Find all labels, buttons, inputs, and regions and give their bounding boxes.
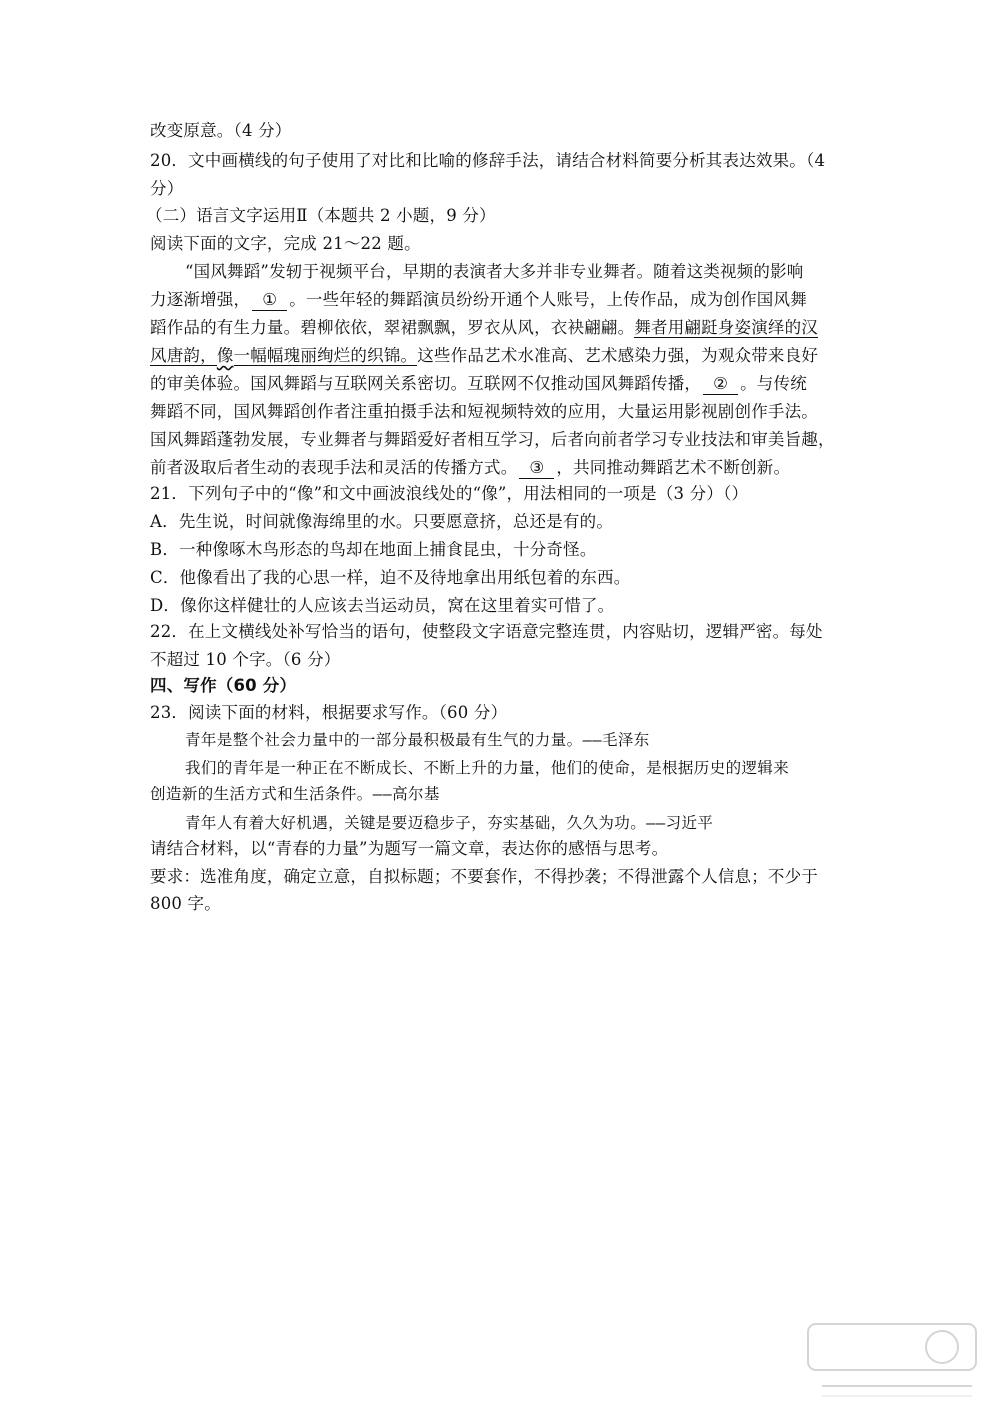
quote-xi: 青年人有着大好机遇，关键是要迈稳步子，夯实基础，久久为功。——习近平 [185,814,714,832]
passage-line-2 [150,287,807,313]
passage-text: ，共同推动舞蹈艺术不断创新。 [556,458,791,477]
underlined-sentence: 风唐韵， [150,346,217,365]
section2-instruction: 阅读下面的文字，完成 21～22 题。 [150,234,421,253]
q22-line1: 22．在上文横线处补写恰当的语句，使整段文字语意完整连贯，内容贴切，逻辑严密。每处 [150,622,823,641]
q23-requirement-1: 要求：选准角度，确定立意，自拟标题；不要套作，不得抄袭；不得泄露个人信息；不少于 [150,867,818,886]
passage-text: 这些作品艺术水准高、艺术感染力强，为观众带来良好 [417,346,819,365]
q23-requirement-2: 800 字。 [150,894,221,913]
section4-title: 四、写作（60 分） [150,676,297,695]
q21-stem: 21．下列句子中的“像”和文中画波浪线处的“像”，用法相同的一项是（3 分）（） [150,484,749,503]
underlined-sentence: 舞者用翩跹身姿演绎的汉 [634,318,819,337]
passage-text: 。一些年轻的舞蹈演员纷纷开通个人账号，上传作品，成为创作国风舞 [289,290,807,309]
quote-mao: 青年是整个社会力量中的一部分最积极最有生气的力量。——毛泽东 [185,731,650,749]
section2-title: （二）语言文字运用Ⅱ（本题共 2 小题，9 分） [146,206,496,225]
passage-line-6: 舞蹈不同，国风舞蹈创作者注重拍摄手法和短视频特效的应用，大量运用影视剧创作手法。 [150,402,818,421]
q21-option-d: D．像你这样健壮的人应该去当运动员，窝在这里着实可惜了。 [150,596,615,615]
q21-option-b: B．一种像啄木鸟形态的鸟却在地面上捕食昆虫，十分奇怪。 [150,540,597,559]
underlined-sentence: 一幅幅瑰丽绚烂的织锦。 [233,346,418,365]
wavy-underlined-word: 像 [216,346,234,365]
passage-line-1: “国风舞蹈”发轫于视频平台，早期的表演者大多并非专业舞者。随着这类视频的影响 [185,262,804,281]
quote-gorky-2: 创造新的生活方式和生活条件。——高尔基 [150,785,440,803]
passage-text: 前者汲取后者生动的表现手法和灵活的传播方式。 [150,458,518,477]
passage-line-7: 国风舞蹈蓬勃发展，专业舞者与舞蹈爱好者相互学习，后者向前者学习专业技法和审美旨趣， [150,430,835,449]
passage-text: 。与传统 [740,374,807,393]
q21-option-a: A．先生说，时间就像海绵里的水。只要愿意挤，总还是有的。 [150,512,614,531]
blank-2: ② [703,374,738,395]
passage-text: 蹈作品的有生力量。碧柳依依，翠裙飘飘，罗衣从风，衣袂翩翩。 [150,318,635,337]
blank-3: ③ [519,458,554,479]
q23-stem: 23．阅读下面的材料，根据要求写作。（60 分） [150,703,508,722]
blank-1: ① [252,290,287,311]
q21-option-c: C．他像看出了我的心思一样，迫不及待地拿出用纸包着的东西。 [150,568,631,587]
q19-tail: 改变原意。（4 分） [150,121,292,140]
q20-line2: 分） [150,179,184,198]
quote-gorky-1: 我们的青年是一种正在不断成长、不断上升的力量，他们的使命，是根据历史的逻辑来 [185,759,790,777]
q20-line1: 20．文中画横线的句子使用了对比和比喻的修辞手法，请结合材料简要分析其表达效果。（4 [150,151,826,170]
q22-line2: 不超过 10 个字。（6 分） [150,650,341,669]
passage-text: 力逐渐增强， [150,290,251,309]
watermark-logo [802,1316,982,1406]
passage-text: 的审美体验。国风舞蹈与互联网关系密切。互联网不仅推动国风舞蹈传播， [150,374,702,393]
passage-line-4 [150,343,818,369]
passage-line-3 [150,315,818,341]
passage-line-8 [150,455,790,481]
passage-line-5 [150,371,807,397]
q23-task: 请结合材料，以“青春的力量”为题写一篇文章，表达你的感悟与思考。 [150,839,669,858]
